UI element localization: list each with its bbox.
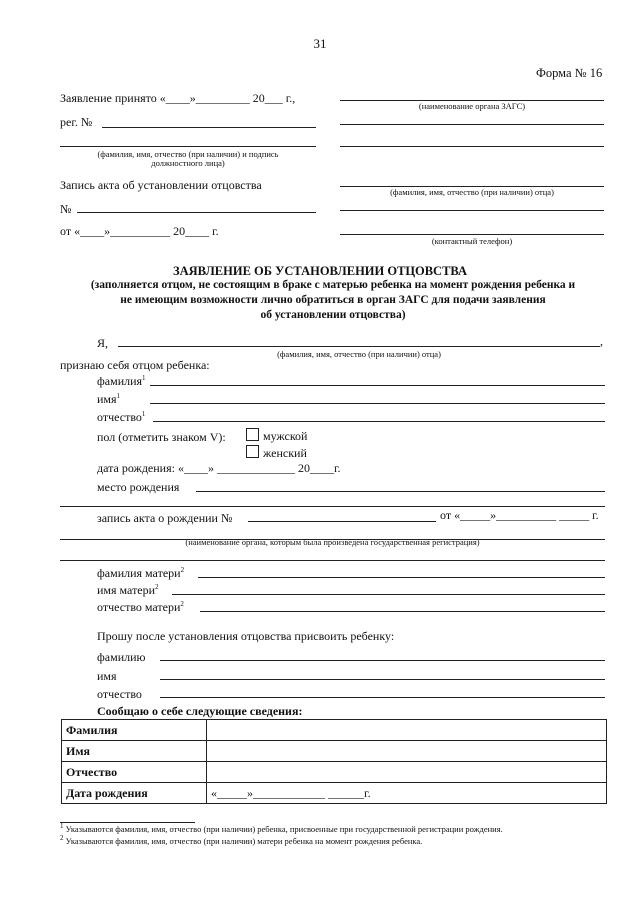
female-checkbox[interactable] (246, 445, 259, 458)
table-row (62, 741, 607, 762)
official-caption-1: (фамилия, имя, отчество (при наличии) и подпись (97, 149, 279, 159)
mother-surname-field[interactable] (198, 577, 605, 578)
female-label: женский (263, 446, 307, 460)
right-field-2[interactable] (340, 124, 604, 125)
recognize-label: признаю себя отцом ребенка: (60, 358, 210, 372)
footnote-1 (60, 824, 503, 835)
footnote-ref: 2 (155, 583, 159, 591)
child-surname-field[interactable] (150, 385, 605, 386)
right-field-5[interactable] (340, 210, 604, 211)
mother-surname-text: фамилия матери (97, 566, 181, 580)
birth-place-field[interactable] (196, 491, 605, 492)
reg-field[interactable] (102, 127, 316, 128)
title-note-1: (заполняется отцом, не состоящим в браке с матерью ребенка на момент рождения ребенка и (90, 279, 576, 291)
child-patronymic-field[interactable] (153, 421, 605, 422)
title-note-2: не имеющим возможности лично обратиться в орган ЗАГС для подачи заявления (120, 294, 546, 306)
number-label: № (60, 202, 72, 216)
male-label: мужской (263, 429, 308, 443)
child-surname-label (97, 374, 146, 388)
i-label: Я, (97, 336, 109, 350)
page-number: 31 (313, 36, 327, 51)
mother-surname-label (97, 566, 184, 580)
child-name-field[interactable] (150, 403, 605, 404)
surname-cell[interactable] (207, 720, 607, 741)
title-note-3: об установлении отцовства) (260, 309, 406, 321)
male-checkbox[interactable] (246, 428, 259, 441)
footnote-divider (60, 822, 195, 823)
footnote-1-mark: 1 (60, 822, 64, 831)
name-cell[interactable] (207, 741, 607, 762)
father-fullname-caption: (фамилия, имя, отчество (при наличии) отца) (277, 349, 441, 359)
father-caption: (фамилия, имя, отчество (при наличии) отца) (390, 187, 554, 197)
footnote-ref: 2 (180, 566, 185, 574)
mother-patronymic-label (97, 600, 184, 614)
birth-record-date: от «_____»__________ _____ г. (440, 508, 599, 522)
form-label: Форма № 16 (536, 66, 603, 80)
table-row (62, 720, 607, 741)
act-record-label: Запись акта об установлении отцовства (60, 178, 262, 192)
mother-name-label (97, 583, 159, 597)
birth-record-field[interactable] (248, 521, 436, 522)
footnote-ref: 2 (180, 600, 184, 608)
give-surname-field[interactable] (160, 660, 605, 661)
official-field[interactable] (60, 146, 316, 147)
footnote-1-text: Указываются фамилия, имя, отчество (при наличии) ребенка, присвоенные при государственной регистрации рождения. (65, 824, 503, 834)
row-label-name: Имя (62, 741, 207, 762)
footnote-ref: 1 (116, 392, 121, 400)
footnote-ref: 1 (141, 410, 146, 418)
table-row (62, 783, 607, 804)
request-label: Прошу после установления отцовства присвоить ребенку: (97, 629, 395, 643)
give-patronymic-field[interactable] (160, 697, 605, 698)
footnote-ref: 1 (142, 374, 146, 382)
child-name-text: имя (97, 392, 117, 406)
give-name-label: имя (97, 669, 117, 683)
give-surname-label: фамилию (97, 650, 146, 664)
about-self-label: Сообщаю о себе следующие сведения: (97, 704, 303, 718)
child-surname-text: фамилия (97, 374, 143, 388)
official-caption-2: должностного лица) (151, 158, 225, 168)
act-number-field[interactable] (77, 212, 316, 213)
form-title: ЗАЯВЛЕНИЕ ОБ УСТАНОВЛЕНИИ ОТЦОВСТВА (172, 264, 467, 278)
birth-place-field-2[interactable] (60, 506, 605, 507)
sex-label: пол (отметить знаком V): (97, 430, 226, 444)
mother-name-field[interactable] (172, 594, 605, 595)
father-fullname-field[interactable] (118, 346, 600, 347)
footnote-2-mark: 2 (60, 834, 64, 843)
child-patronymic-text: отчество (97, 410, 142, 424)
mother-name-text: имя матери (97, 583, 156, 597)
reg-label: рег. № (60, 115, 93, 129)
registrar-field-2[interactable] (60, 560, 605, 561)
footnote-2-text: Указываются фамилия, имя, отчество (при наличии) матери ребенка на момент рождения ребенка. (65, 836, 423, 846)
table-row (62, 762, 607, 783)
right-field-3[interactable] (340, 146, 604, 147)
birth-date-line: дата рождения: «____» _____________ 20____г. (97, 461, 341, 475)
accepted-line: Заявление принято «____»_________ 20___ г., (60, 91, 296, 105)
birth-record-label: запись акта о рождении № (97, 511, 233, 525)
child-patronymic-label (97, 410, 145, 424)
birth-date-cell[interactable]: «_____»____________ ______г. (207, 783, 607, 804)
registrar-caption: (наименование органа, которым была произведена государственная регистрация) (185, 537, 480, 547)
phone-field[interactable] (340, 234, 604, 235)
row-label-birth-date: Дата рождения (62, 783, 207, 804)
child-name-label (97, 392, 120, 406)
give-name-field[interactable] (160, 679, 605, 680)
footnote-2 (60, 836, 422, 847)
row-label-patronymic: Отчество (62, 762, 207, 783)
birth-place-label: место рождения (97, 480, 180, 494)
mother-patronymic-text: отчество матери (97, 600, 181, 614)
give-patronymic-label: отчество (97, 687, 142, 701)
zags-caption: (наименование органа ЗАГС) (418, 101, 526, 111)
applicant-info-table (61, 719, 607, 804)
phone-caption: (контактный телефон) (431, 236, 513, 246)
row-label-surname: Фамилия (62, 720, 207, 741)
comma: , (600, 334, 603, 348)
mother-patronymic-field[interactable] (200, 611, 605, 612)
patronymic-cell[interactable] (207, 762, 607, 783)
act-date-line: от «____»__________ 20____ г. (60, 224, 219, 238)
